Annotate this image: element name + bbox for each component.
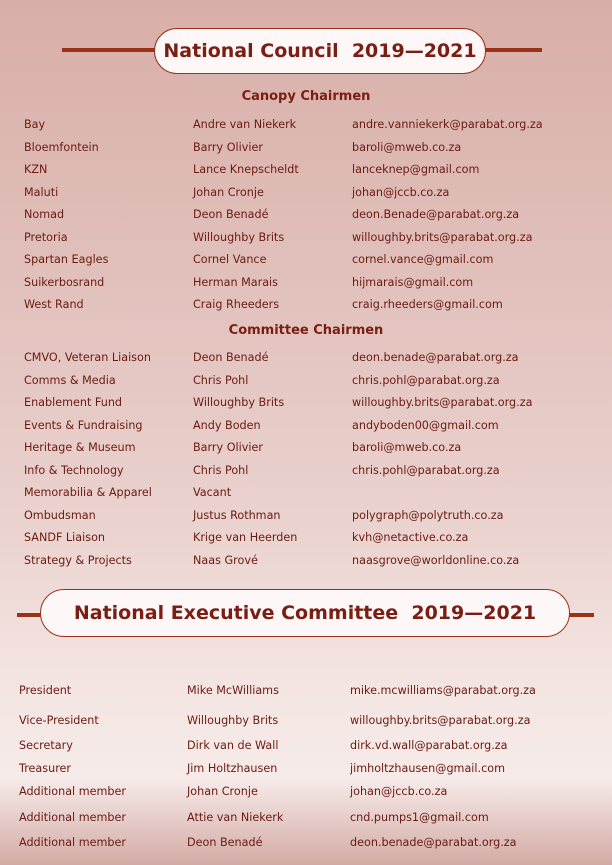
canopy-row-area: Suikerbosrand [24,276,105,289]
canopy-row [0,253,612,269]
committee-row [0,351,612,367]
committee-row-email[interactable]: polygraph@polytruth.co.za [352,509,504,522]
executive-row-email[interactable]: willoughby.brits@parabat.org.za [350,714,531,727]
committee-row-name: Barry Olivier [193,441,263,454]
canopy-row-email[interactable]: baroli@mweb.co.za [352,141,462,154]
committee-row-email[interactable]: kvh@netactive.co.za [352,531,469,544]
committee-row-area: SANDF Liaison [24,531,106,544]
canopy-row-name: Andre van Niekerk [193,118,297,131]
canopy-row [0,163,612,179]
committee-row-email[interactable]: baroli@mweb.co.za [352,441,462,454]
committee-row [0,374,612,390]
committee-row [0,464,612,480]
executive-row [0,739,612,755]
canopy-row-name: Barry Olivier [193,141,263,154]
canopy-row-area: Maluti [24,186,59,199]
committee-row-area: Events & Fundraising [24,419,143,432]
committee-row-email[interactable]: deon.benade@parabat.org.za [352,351,519,364]
canopy-row-area: Bloemfontein [24,141,99,154]
canopy-row [0,208,612,224]
canopy-row-name: Lance Knepscheldt [193,163,299,176]
canopy-row-email[interactable]: andre.vanniekerk@parabat.org.za [352,118,543,131]
committee-row-name: Deon Benadé [193,351,269,364]
committee-row-email[interactable]: naasgrove@worldonline.co.za [352,554,520,567]
committee-row-name: Willoughby Brits [193,396,285,409]
committee-row-email[interactable]: andyboden00@gmail.com [352,419,499,432]
canopy-row [0,186,612,202]
canopy-row-email[interactable]: johan@jccb.co.za [352,186,450,199]
canopy-row-email[interactable]: cornel.vance@gmail.com [352,253,494,266]
canopy-row-name: Herman Marais [193,276,278,289]
executive-row-role: Vice-President [19,714,99,727]
committee-row-name: Justus Rothman [193,509,281,522]
committee-row-name: Krige van Heerden [193,531,298,544]
canopy-row [0,141,612,157]
executive-row-role: Additional member [19,811,126,824]
canopy-row-area: Bay [24,118,46,131]
canopy-row-area: Nomad [24,208,65,221]
executive-title: National Executive Committee 2019—2021 [73,602,537,624]
executive-row-name: Johan Cronje [187,785,258,798]
canopy-row [0,231,612,247]
executive-row-name: Mike McWilliams [187,684,279,697]
executive-row-role: Additional member [19,785,126,798]
canopy-row-name: Willoughby Brits [193,231,285,244]
committee-row [0,531,612,547]
executive-row-name: Jim Holtzhausen [187,762,278,775]
executive-row-role: President [19,684,72,697]
executive-row-name: Dirk van de Wall [187,739,279,752]
committee-row-email[interactable]: chris.pohl@parabat.org.za [352,374,500,387]
executive-row-role: Treasurer [19,762,72,775]
canopy-row-area: Pretoria [24,231,68,244]
council-title-banner [154,28,486,74]
executive-row-name: Willoughby Brits [187,714,279,727]
canopy-row-name: Deon Benadé [193,208,269,221]
committee-row-area: Heritage & Museum [24,441,136,454]
committee-row-name: Andy Boden [193,419,261,432]
executive-row-email[interactable]: mike.mcwilliams@parabat.org.za [350,684,536,697]
executive-row-name: Deon Benadé [187,836,263,849]
council-banner-rule-right [478,48,542,52]
committee-row [0,554,612,570]
canopy-row-email[interactable]: hijmarais@gmail.com [352,276,474,289]
canopy-row-email[interactable]: craig.rheeders@gmail.com [352,298,503,311]
committee-row-email[interactable]: willoughby.brits@parabat.org.za [352,396,533,409]
executive-row [0,785,612,801]
committee-row-area: Memorabilia & Apparel [24,486,152,499]
committee-row-area: Strategy & Projects [24,554,132,567]
executive-row-email[interactable]: dirk.vd.wall@parabat.org.za [350,739,508,752]
committee-row-area: Info & Technology [24,464,124,477]
committee-row-email[interactable]: chris.pohl@parabat.org.za [352,464,500,477]
committee-heading: Committee Chairmen [228,323,384,338]
executive-row [0,684,612,700]
canopy-row-email[interactable]: deon.Benade@parabat.org.za [352,208,520,221]
committee-row-area: Ombudsman [24,509,96,522]
canopy-row-area: KZN [24,163,48,176]
committee-row-area: Enablement Fund [24,396,123,409]
executive-row-name: Attie van Niekerk [187,811,284,824]
executive-row-email[interactable]: cnd.pumps1@gmail.com [350,811,489,824]
committee-row-area: CMVO, Veteran Liaison [24,351,151,364]
executive-row-role: Additional member [19,836,126,849]
executive-row-email[interactable]: johan@jccb.co.za [350,785,448,798]
canopy-heading: Canopy Chairmen [241,89,371,104]
committee-row-name: Chris Pohl [193,374,249,387]
committee-row [0,419,612,435]
committee-row [0,396,612,412]
committee-row-name: Naas Grové [193,554,258,567]
committee-row [0,486,612,502]
canopy-row [0,276,612,292]
committee-row-area: Comms & Media [24,374,116,387]
executive-row-email[interactable]: deon.benade@parabat.org.za [350,836,517,849]
canopy-row-name: Cornel Vance [193,253,267,266]
canopy-row-name: Craig Rheeders [193,298,280,311]
committee-row-name: Vacant [193,486,232,499]
executive-row [0,714,612,730]
canopy-row-area: Spartan Eagles [24,253,109,266]
executive-row-role: Secretary [19,739,73,752]
canopy-row [0,298,612,314]
executive-title-banner [40,589,570,637]
canopy-row-email[interactable]: willoughby.brits@parabat.org.za [352,231,533,244]
canopy-row-name: Johan Cronje [193,186,264,199]
canopy-row [0,118,612,134]
canopy-row-area: West Rand [24,298,84,311]
executive-row [0,811,612,827]
executive-row [0,836,612,852]
canopy-row-email[interactable]: lanceknep@gmail.com [352,163,480,176]
committee-row-name: Chris Pohl [193,464,249,477]
executive-row-email[interactable]: jimholtzhausen@gmail.com [350,762,505,775]
executive-row [0,762,612,778]
council-title: National Council 2019—2021 [163,40,477,62]
committee-row [0,441,612,457]
committee-row [0,509,612,525]
council-banner-rule-left [62,48,162,52]
